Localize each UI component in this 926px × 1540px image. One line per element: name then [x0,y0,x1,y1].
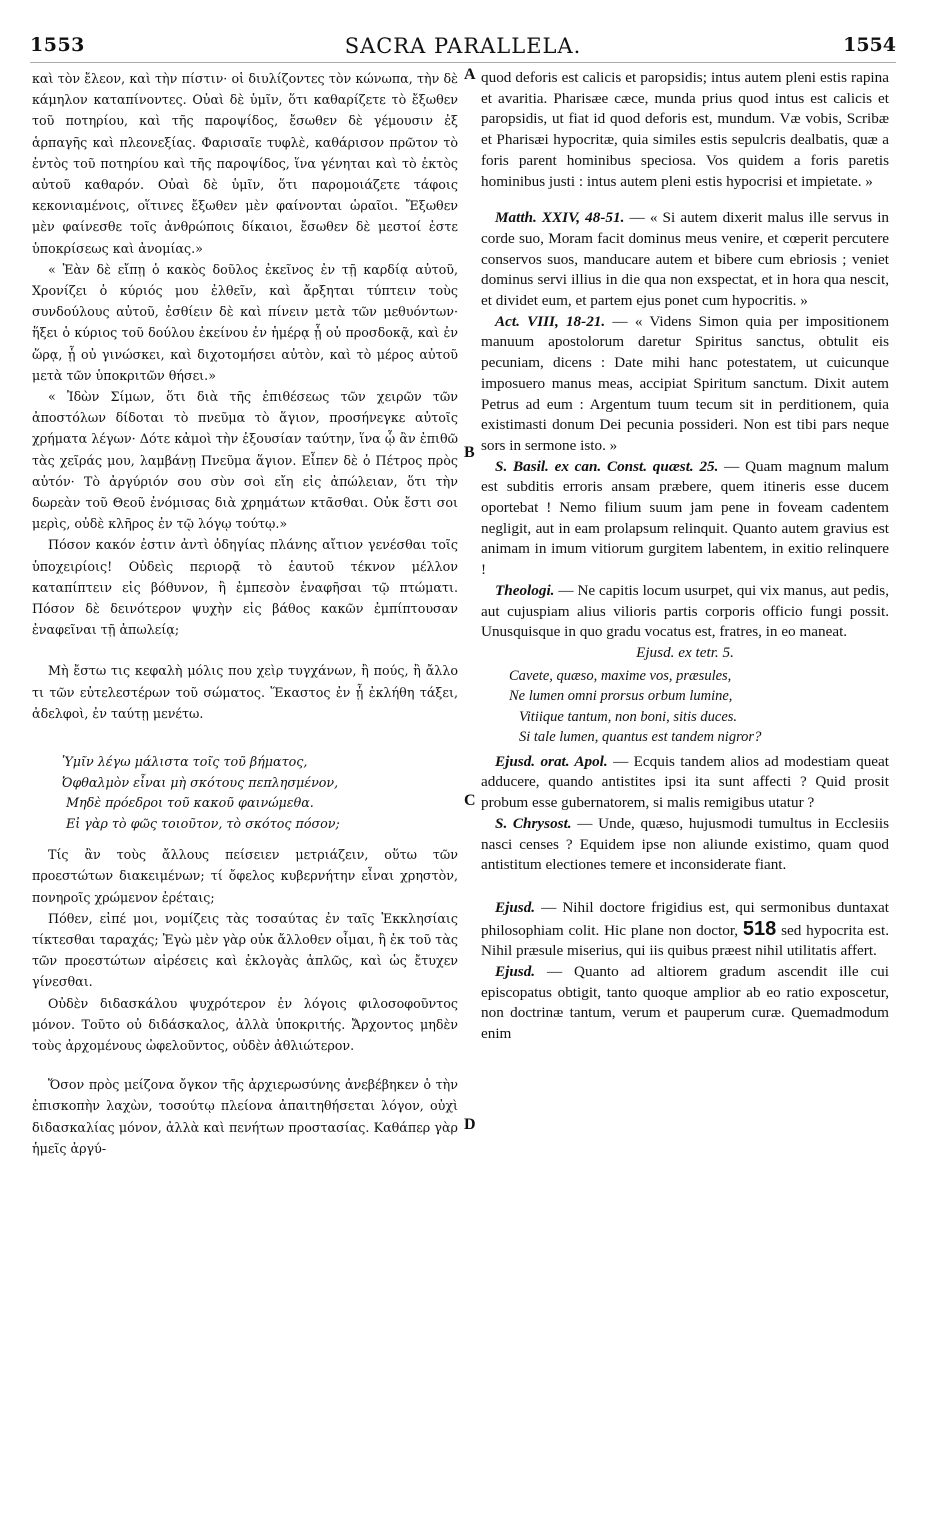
latin-paragraph [481,962,889,1045]
citation-label: Ejusd. orat. Apol. [495,752,608,770]
latin-paragraph [481,312,889,457]
greek-paragraph: « Ἐὰν δὲ εἴπῃ ὁ κακὸς δοῦλος ἐκεῖνος ἐν τῇ καρδίᾳ αὐτοῦ, Χρονίζει ὁ κύριός μου ἐλθεῖν, καὶ ἄρξηται τύπτειν τοὺς συνδούλους αὐτοῦ, ἐσθίειν δὲ καὶ πίνειν μετὰ τῶν μεθυόντων· ἥξει ὁ κύριος τοῦ δούλου ἐκείνου ἐν ἡμέρᾳ ᾗ οὐ προσδοκᾷ, καὶ ἐν ὥρᾳ, ᾗ οὐ γινώσκει, καὶ διχοτομήσει αὐτὸν, καὶ τὸ μέρος αὐτοῦ μετὰ τῶν ὑποκριτῶν θήσει.» [32,261,458,383]
verse-line: Μηδὲ πρόεδροι τοῦ κακοῦ φαινώμεθα. [66,795,314,811]
citation-label: Act. VIII, 18-21. [495,312,606,330]
greek-paragraph: Ὅσον πρὸς μείζονα ὄγκον τῆς ἀρχιερωσύνης ἀνεβέβηκεν ὁ τὴν ἐπισκοπὴν λαχὼν, τοσούτῳ πλείονα ἀπαιτηθήσεται λόγον, οὐχὶ διδασκαλίας μόνον, ἀλλὰ καὶ πενήτων προστασίας. Καθάπερ γὰρ ἡμεῖς ἀργύ- [32,1077,458,1156]
page-header [0,28,926,62]
latin-text: — Quanto ad altiorem gradum ascendit ille cui episcopatus obtigit, tanto quoque amplior ab eo ratio exposcetur, non doctrinæ tantum, verum et pauperum curæ. Quemadmodum enim [481,963,889,1043]
citation-label: Theologi. [495,581,555,599]
column-number: 518 [742,917,777,940]
greek-paragraph: Μὴ ἔστω τις κεφαλὴ μόλις που χεὶρ τυγχάνων, ἢ πούς, ἢ ἄλλο τι τῶν εὐτελεστέρων τοῦ σώματος. Ἕκαστος ἐν ᾗ ἐκλήθη τάξει, ἀδελφοὶ, ἐν ταύτῃ μενέτω. [32,663,458,721]
section-marker-b: B [464,444,475,461]
verse-line: Si tale lumen, quantus est tandem nigror? [519,729,762,746]
verse-line: Εἰ γὰρ τὸ φῶς τοιοῦτον, τὸ σκότος πόσον; [66,815,340,831]
greek-paragraph: καὶ τὸν ἔλεον, καὶ τὴν πίστιν· οἱ διυλίζοντες τὸν κώνωπα, τὴν δὲ κάμηλον καταπίνοντες. Οὐαὶ δὲ ὑμῖν, ὅτι καθαρίζετε τὸ ἔξωθεν τοῦ ποτηρίου, καὶ τῆς παροψίδος, ἔσωθεν δὲ γέμουσιν ἐξ ἁρπαγῆς καὶ πλεονεξίας. Φαρισαῖε τυφλὲ, καθάρισον πρῶτον τὸ ἐντὸς τοῦ ποτηρίου καὶ τῆς παροψίδος, ἵνα γένηται καὶ τὸ ἐκτὸς αὐτοῦ καθαρόν. Οὐαὶ δὲ ὑμῖν, ὅτι παρομοιάζετε τάφοις κεκονιαμένοις, οἵτινες ἔξωθεν μὲν φαίνονται ὡραῖοι. Ἔξωθεν μὲν φαίνεσθε τοῖς ἀνθρώποις δίκαιοι, ἔσωθεν δὲ μεστοί ἐστε ὑποκρίσεως καὶ ἀνομίας.» [32,71,458,256]
greek-paragraph: Πόσον κακόν ἐστιν ἀντὶ ὁδηγίας πλάνης αἴτιον γενέσθαι τοῖς ὑποχειρίοις! Οὐδεὶς περιορᾷ τὸ ἑαυτοῦ τέκνον μέλλον καταπίπτειν εἰς βόθυνον, ἢ ἐμπεσὸν ἐναφῆσαι τῷ πτώματι. Πόσον δὲ δεινότερον ψυχὴν εἰς βάθος κακῶν ἐμπίπτουσαν ἐναφεῖναι τῇ ἀπωλείᾳ; [32,537,458,638]
citation-label: S. Chrysost. [495,814,572,832]
greek-verse [62,752,458,834]
latin-column [481,68,889,1045]
verse-line: Ne lumen omni prorsus orbum lumine, [509,688,733,705]
latin-text: — Ecquis tandem alios ad modestiam queat adducere, quando antistites ipsi ita sunt affecti ? Quid prosit probum esse gubernatorem, si malis remigibus utatur ? [481,752,889,812]
latin-text: — « Si autem dixerit malus ille servus in corde suo, Moram facit dominus meus venire, et cœperit percutere conservos suos, manducare autem et bibere cum ebriosis ; veniet dominus servi illius in die qua non exspectat, et in hora qua nescit, et dividet eum, et partem ejus ponet cum hypocritis. » [481,209,890,310]
verse-line: Ὑμῖν λέγω μάλιστα τοῖς τοῦ βήματος, [62,754,308,770]
verse-line: Ὀφθαλμὸν εἶναι μὴ σκότους πεπλησμένον, [62,774,339,790]
verse-line: Vitiique tantum, non boni, sitis duces. [519,708,738,725]
latin-paragraph [481,457,889,581]
latin-text: sed hypocrita est. Nihil præsule miserius, qui iis quibus præest nihil utilitatis affert. [481,921,889,960]
verse-title: Ejusd. ex tetr. 5. [636,643,734,661]
latin-text: — Unde, quæso, hujusmodi tumultus in Ecclesiis nasci censes ? Equidem ipse non aliunde existimo, quam quod antistitum electiones temere et inconsiderate fiant. [481,814,889,874]
greek-paragraph: Τίς ἂν τοὺς ἄλλους πείσειεν μετριάζειν, οὕτω τῶν προεστώτων διακειμένων; τί ὄφελος κυβερνήτην εἶναι χρηστὸν, πονηροῖς χρώμενον ἐρέταις; [32,847,458,905]
section-marker-c: C [464,792,476,809]
page-number-right: 1554 [843,34,896,56]
citation-label: Ejusd. [495,898,536,916]
greek-paragraph: Οὐδὲν διδασκάλου ψυχρότερον ἐν λόγοις φιλοσοφοῦντος μόνον. Τοῦτο οὐ διδάσκαλος, ἀλλὰ ὑποκριτής. Ἄρχοντος μηδὲν τοὺς ἀρχομένους ὠφελοῦντος, οὐδὲν ἀθλιώτερον. [32,995,458,1053]
citation-label: S. Basil. ex can. Const. quæst. 25. [495,457,719,475]
latin-paragraph [481,814,889,876]
latin-paragraph [481,581,889,643]
latin-paragraph [481,752,889,814]
citation-label: Matth. XXIV, 48-51. [495,209,625,227]
greek-paragraph: Πόθεν, εἰπέ μοι, νομίζεις τὰς τοσαύτας ἐν ταῖς Ἐκκλησίαις τίκτεσθαι ταραχάς; Ἐγὼ μὲν γὰρ οὐκ ἄλλοθεν οἶμαι, ἢ ἐκ τοῦ τὰς τῶν προεστώτων αἱρέσεις καὶ ἐκλογὰς ἁπλῶς, καὶ ὡς ἔτυχεν γίνεσθαι. [32,910,458,990]
latin-paragraph [481,208,889,312]
page-number-left: 1553 [30,34,85,56]
latin-text: — « Videns Simon quia per impositionem manuum apostolorum daretur Spiritus sanctus, obtulit eis pecuniam, dicens : Date mihi hanc potestatem, ut cuicunque imposuero manus meas, accipiat Spiritum sanctum. Dixit autem Petrus ad eum : Argentum tuum tecum sit in perditionem, quia existimasti donum Dei pecunia possideri. Non est tibi pars neque sors in sermone isto. » [481,312,890,454]
section-marker-a: A [464,66,476,83]
latin-verse [509,666,889,748]
latin-text: — Nihil doctore frigidius est, qui sermonibus duntaxat philosophiam colit. Hic plane non doctor, [481,898,890,939]
latin-paragraph [481,898,889,962]
latin-text: — Ne capitis locum usurpet, qui vix manus, aut pedis, aut cujuspiam alius vilioris partis corporis officio fungi possit. Unusquisque in quo gradu vocatus est, fratres, in eo maneat. [481,581,890,641]
greek-column [32,68,458,1159]
running-title: SACRA PARALLELA. [344,34,582,58]
header-rule [30,62,896,63]
citation-label: Ejusd. [495,963,536,981]
greek-paragraph: « Ἰδὼν Σίμων, ὅτι διὰ τῆς ἐπιθέσεως τῶν χειρῶν τῶν ἀποστόλων δίδοται τὸ πνεῦμα τὸ ἅγιον, προσήνεγκε αὐτοῖς χρήματα λέγων· Δότε κἀμοὶ τὴν ἐξουσίαν ταύτην, ἵνα ᾧ ἂν ἐπιθῶ τὰς χεῖράς μου, λαμβάνῃ Πνεῦμα ἅγιον. Εἶπεν δὲ ὁ Πέτρος πρὸς αὐτόν· Τὸ ἀργύριόν σου σὺν σοὶ εἴη εἰς ἀπώλειαν, ὅτι τὴν δωρεὰν τοῦ Θεοῦ ἐνόμισας διὰ χρημάτων κτᾶσθαι. Οὐκ ἔστι σοι μερὶς, οὐδὲ κλῆρος ἐν τῷ λόγῳ τούτῳ.» [32,389,458,532]
section-marker-d: D [464,1116,476,1133]
latin-paragraph: quod deforis est calicis et paropsidis; intus autem pleni estis rapina et avaritia. Pharisæe cæce, munda prius quod intus est calicis et paropsidis, ut fiat id quod deforis est, mundum. Væ vobis, Scribæ et Pharisæi hypocritæ, quia similes estis sepulcris dealbatis, quæ a foris parent hominibus speciosa. Vos quidem a foris paretis hominibus justi : intus autem pleni estis hypocrisi et impietate. » [481,69,889,190]
latin-text: — Quam magnum malum est subditis erroris ansam præbere, quem itineris esse ducem oportebat ! Nemo filium suum jam pene in foveam cadentem negligit, aut in eam prolapsum relinquit. Quanto autem gravius est animam in imum vitiorum gurgitem labentem, in exitio relinquere ! [481,457,889,579]
verse-line: Cavete, quæso, maxime vos, præsules, [509,667,732,684]
